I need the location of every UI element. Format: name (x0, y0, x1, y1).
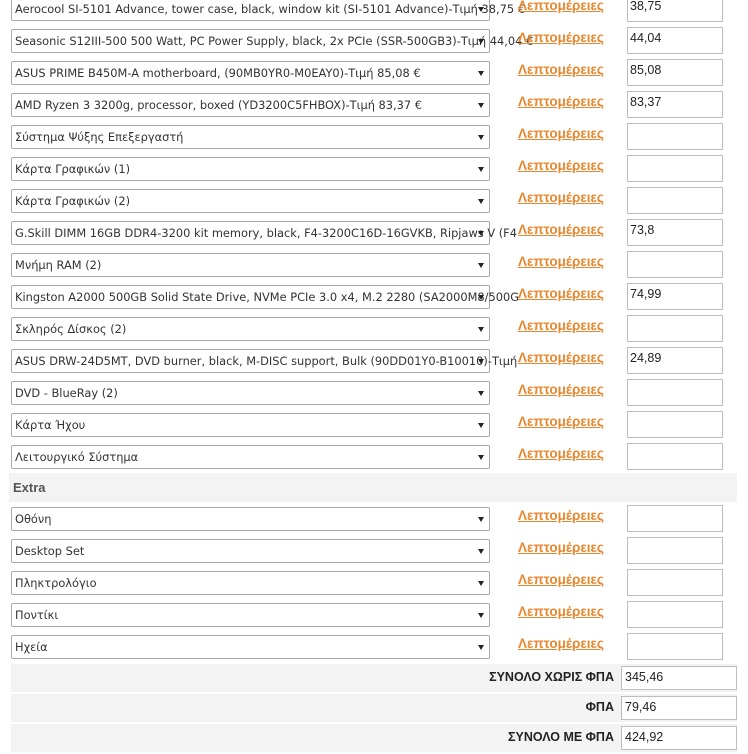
component-row (0, 313, 748, 345)
component-row (0, 409, 748, 441)
component-row (0, 0, 748, 25)
details-link[interactable]: Λεπτομέρειες (518, 318, 604, 333)
extra-heading: Extra (9, 473, 737, 502)
selected-option: AMD Ryzen 3 3200g, processor, boxed (YD3200C5FHBOX)-Τιμή 83,37 € (15, 98, 423, 112)
selected-option: G.Skill DIMM 16GB DDR4-3200 kit memory, black, F4-3200C16D-16GVKB, Ripjaws V (F4 (15, 226, 517, 240)
component-row (0, 377, 748, 409)
selected-option: Λειτουργικό Σύστημα (15, 450, 139, 464)
price-field[interactable]: 83,37 (627, 91, 723, 118)
chevron-down-icon[interactable] (478, 231, 484, 236)
subtotal-label: ΣΥΝΟΛΟ ΧΩΡΙΣ ΦΠΑ (489, 670, 614, 684)
details-link[interactable]: Λεπτομέρειες (518, 62, 604, 77)
selected-option: Ηχεία (15, 640, 48, 654)
price-field[interactable] (627, 379, 723, 406)
details-link[interactable]: Λεπτομέρειες (518, 350, 604, 365)
subtotal-row (11, 664, 737, 692)
details-link[interactable]: Λεπτομέρειες (518, 0, 604, 13)
details-link[interactable]: Λεπτομέρειες (518, 572, 604, 587)
price-field[interactable] (627, 443, 723, 470)
component-select[interactable] (11, 125, 490, 149)
component-row (0, 89, 748, 121)
details-link[interactable]: Λεπτομέρειες (518, 636, 604, 651)
component-row (0, 535, 748, 567)
selected-option: ASUS PRIME B450M-A motherboard, (90MB0YR0-M0EAY0)-Τιμή 85,08 € (15, 66, 421, 80)
selected-option: Kingston A2000 500GB Solid State Drive, NVMe PCIe 3.0 x4, M.2 2280 (SA2000M8/500G (15, 290, 520, 304)
price-field[interactable]: 85,08 (627, 59, 723, 86)
component-row (0, 249, 748, 281)
selected-option: Κάρτα Γραφικών (1) (15, 162, 131, 176)
details-link[interactable]: Λεπτομέρειες (518, 508, 604, 523)
component-select[interactable] (11, 189, 490, 213)
component-row (0, 153, 748, 185)
price-field[interactable]: 73,8 (627, 219, 723, 246)
vat-row (11, 694, 737, 722)
chevron-down-icon[interactable] (478, 39, 484, 44)
component-select[interactable] (11, 603, 490, 627)
price-field[interactable] (627, 569, 723, 596)
details-link[interactable]: Λεπτομέρειες (518, 158, 604, 173)
chevron-down-icon[interactable] (478, 359, 484, 364)
price-field[interactable]: 74,99 (627, 283, 723, 310)
component-row (0, 441, 748, 473)
details-link[interactable]: Λεπτομέρειες (518, 126, 604, 141)
price-field[interactable] (627, 505, 723, 532)
chevron-down-icon[interactable] (478, 103, 484, 108)
price-field[interactable] (627, 187, 723, 214)
selected-option: Aerocool SI-5101 Advance, tower case, black, window kit (SI-5101 Advance)-Τιμή 38,75 € (15, 2, 525, 16)
component-select[interactable] (11, 61, 490, 85)
component-select[interactable] (11, 317, 490, 341)
selected-option: DVD - BlueRay (2) (15, 386, 118, 400)
details-link[interactable]: Λεπτομέρειες (518, 30, 604, 45)
details-link[interactable]: Λεπτομέρειες (518, 446, 604, 461)
chevron-down-icon[interactable] (478, 391, 484, 396)
price-field[interactable] (627, 537, 723, 564)
price-field[interactable] (627, 411, 723, 438)
price-field[interactable] (627, 601, 723, 628)
selected-option: Κάρτα Γραφικών (2) (15, 194, 131, 208)
component-row (0, 599, 748, 631)
chevron-down-icon[interactable] (478, 613, 484, 618)
chevron-down-icon[interactable] (478, 327, 484, 332)
selected-option: Desktop Set (15, 544, 85, 558)
price-field[interactable]: 44,04 (627, 27, 723, 54)
details-link[interactable]: Λεπτομέρειες (518, 604, 604, 619)
total-field[interactable]: 424,92 (621, 726, 737, 750)
vat-label: ΦΠΑ (585, 700, 614, 714)
chevron-down-icon[interactable] (478, 549, 484, 554)
selected-option: Σύστημα Ψύξης Επεξεργαστή (15, 130, 184, 144)
selected-option: Πληκτρολόγιο (15, 576, 97, 590)
component-row (0, 121, 748, 153)
selected-option: ASUS DRW-24D5MT, DVD burner, black, M-DISC support, Bulk (90DD01Y0-B10010)-Τιμή (15, 354, 518, 368)
price-field[interactable] (627, 123, 723, 150)
chevron-down-icon[interactable] (478, 517, 484, 522)
details-link[interactable]: Λεπτομέρειες (518, 222, 604, 237)
details-link[interactable]: Λεπτομέρειες (518, 286, 604, 301)
vat-field[interactable]: 79,46 (621, 696, 737, 720)
details-link[interactable]: Λεπτομέρειες (518, 382, 604, 397)
selected-option: Μνήμη RAM (2) (15, 258, 102, 272)
chevron-down-icon[interactable] (478, 645, 484, 650)
price-field[interactable] (627, 633, 723, 660)
subtotal-field[interactable]: 345,46 (621, 666, 737, 690)
chevron-down-icon[interactable] (478, 455, 484, 460)
component-select[interactable] (11, 29, 534, 53)
selected-option: Κάρτα Ήχου (15, 418, 86, 432)
chevron-down-icon[interactable] (478, 199, 484, 204)
component-row (0, 185, 748, 217)
selected-option: Seasonic S12III-500 500 Watt, PC Power Supply, black, 2x PCIe (SSR-500GB3)-Τιμή 44,04 € (15, 34, 534, 48)
price-field[interactable] (627, 251, 723, 278)
component-select[interactable] (11, 445, 490, 469)
component-row (0, 217, 748, 249)
component-select[interactable] (11, 539, 490, 563)
price-field[interactable] (627, 155, 723, 182)
chevron-down-icon[interactable] (478, 7, 484, 12)
details-link[interactable]: Λεπτομέρειες (518, 94, 604, 109)
chevron-down-icon[interactable] (478, 71, 484, 76)
chevron-down-icon[interactable] (478, 167, 484, 172)
price-field[interactable]: 38,75 (627, 0, 723, 22)
component-row (0, 567, 748, 599)
chevron-down-icon[interactable] (478, 135, 484, 140)
chevron-down-icon[interactable] (478, 581, 484, 586)
selected-option: Σκληρός Δίσκος (2) (15, 322, 127, 336)
component-select[interactable] (11, 507, 490, 531)
total-row (11, 724, 737, 752)
component-select[interactable] (11, 381, 490, 405)
component-select[interactable] (11, 635, 490, 659)
component-select[interactable] (11, 285, 520, 309)
price-field[interactable] (627, 315, 723, 342)
chevron-down-icon[interactable] (478, 295, 484, 300)
total-label: ΣΥΝΟΛΟ ΜΕ ΦΠΑ (508, 730, 614, 744)
selected-option: Ποντίκι (15, 608, 59, 622)
component-row (0, 25, 748, 57)
component-select[interactable] (11, 93, 490, 117)
component-select[interactable] (11, 157, 490, 181)
component-row (0, 345, 748, 377)
component-select[interactable] (11, 349, 518, 373)
component-select[interactable] (11, 221, 517, 245)
chevron-down-icon[interactable] (478, 423, 484, 428)
component-row (0, 503, 748, 535)
details-link[interactable]: Λεπτομέρειες (518, 190, 604, 205)
details-link[interactable]: Λεπτομέρειες (518, 540, 604, 555)
price-field[interactable]: 24,89 (627, 347, 723, 374)
chevron-down-icon[interactable] (478, 263, 484, 268)
component-row (0, 57, 748, 89)
component-select[interactable] (11, 571, 490, 595)
component-row (0, 631, 748, 663)
component-select[interactable] (11, 413, 490, 437)
component-select[interactable] (11, 253, 490, 277)
selected-option: Οθόνη (15, 512, 52, 526)
details-link[interactable]: Λεπτομέρειες (518, 254, 604, 269)
details-link[interactable]: Λεπτομέρειες (518, 414, 604, 429)
component-row (0, 281, 748, 313)
component-select[interactable] (11, 0, 525, 21)
